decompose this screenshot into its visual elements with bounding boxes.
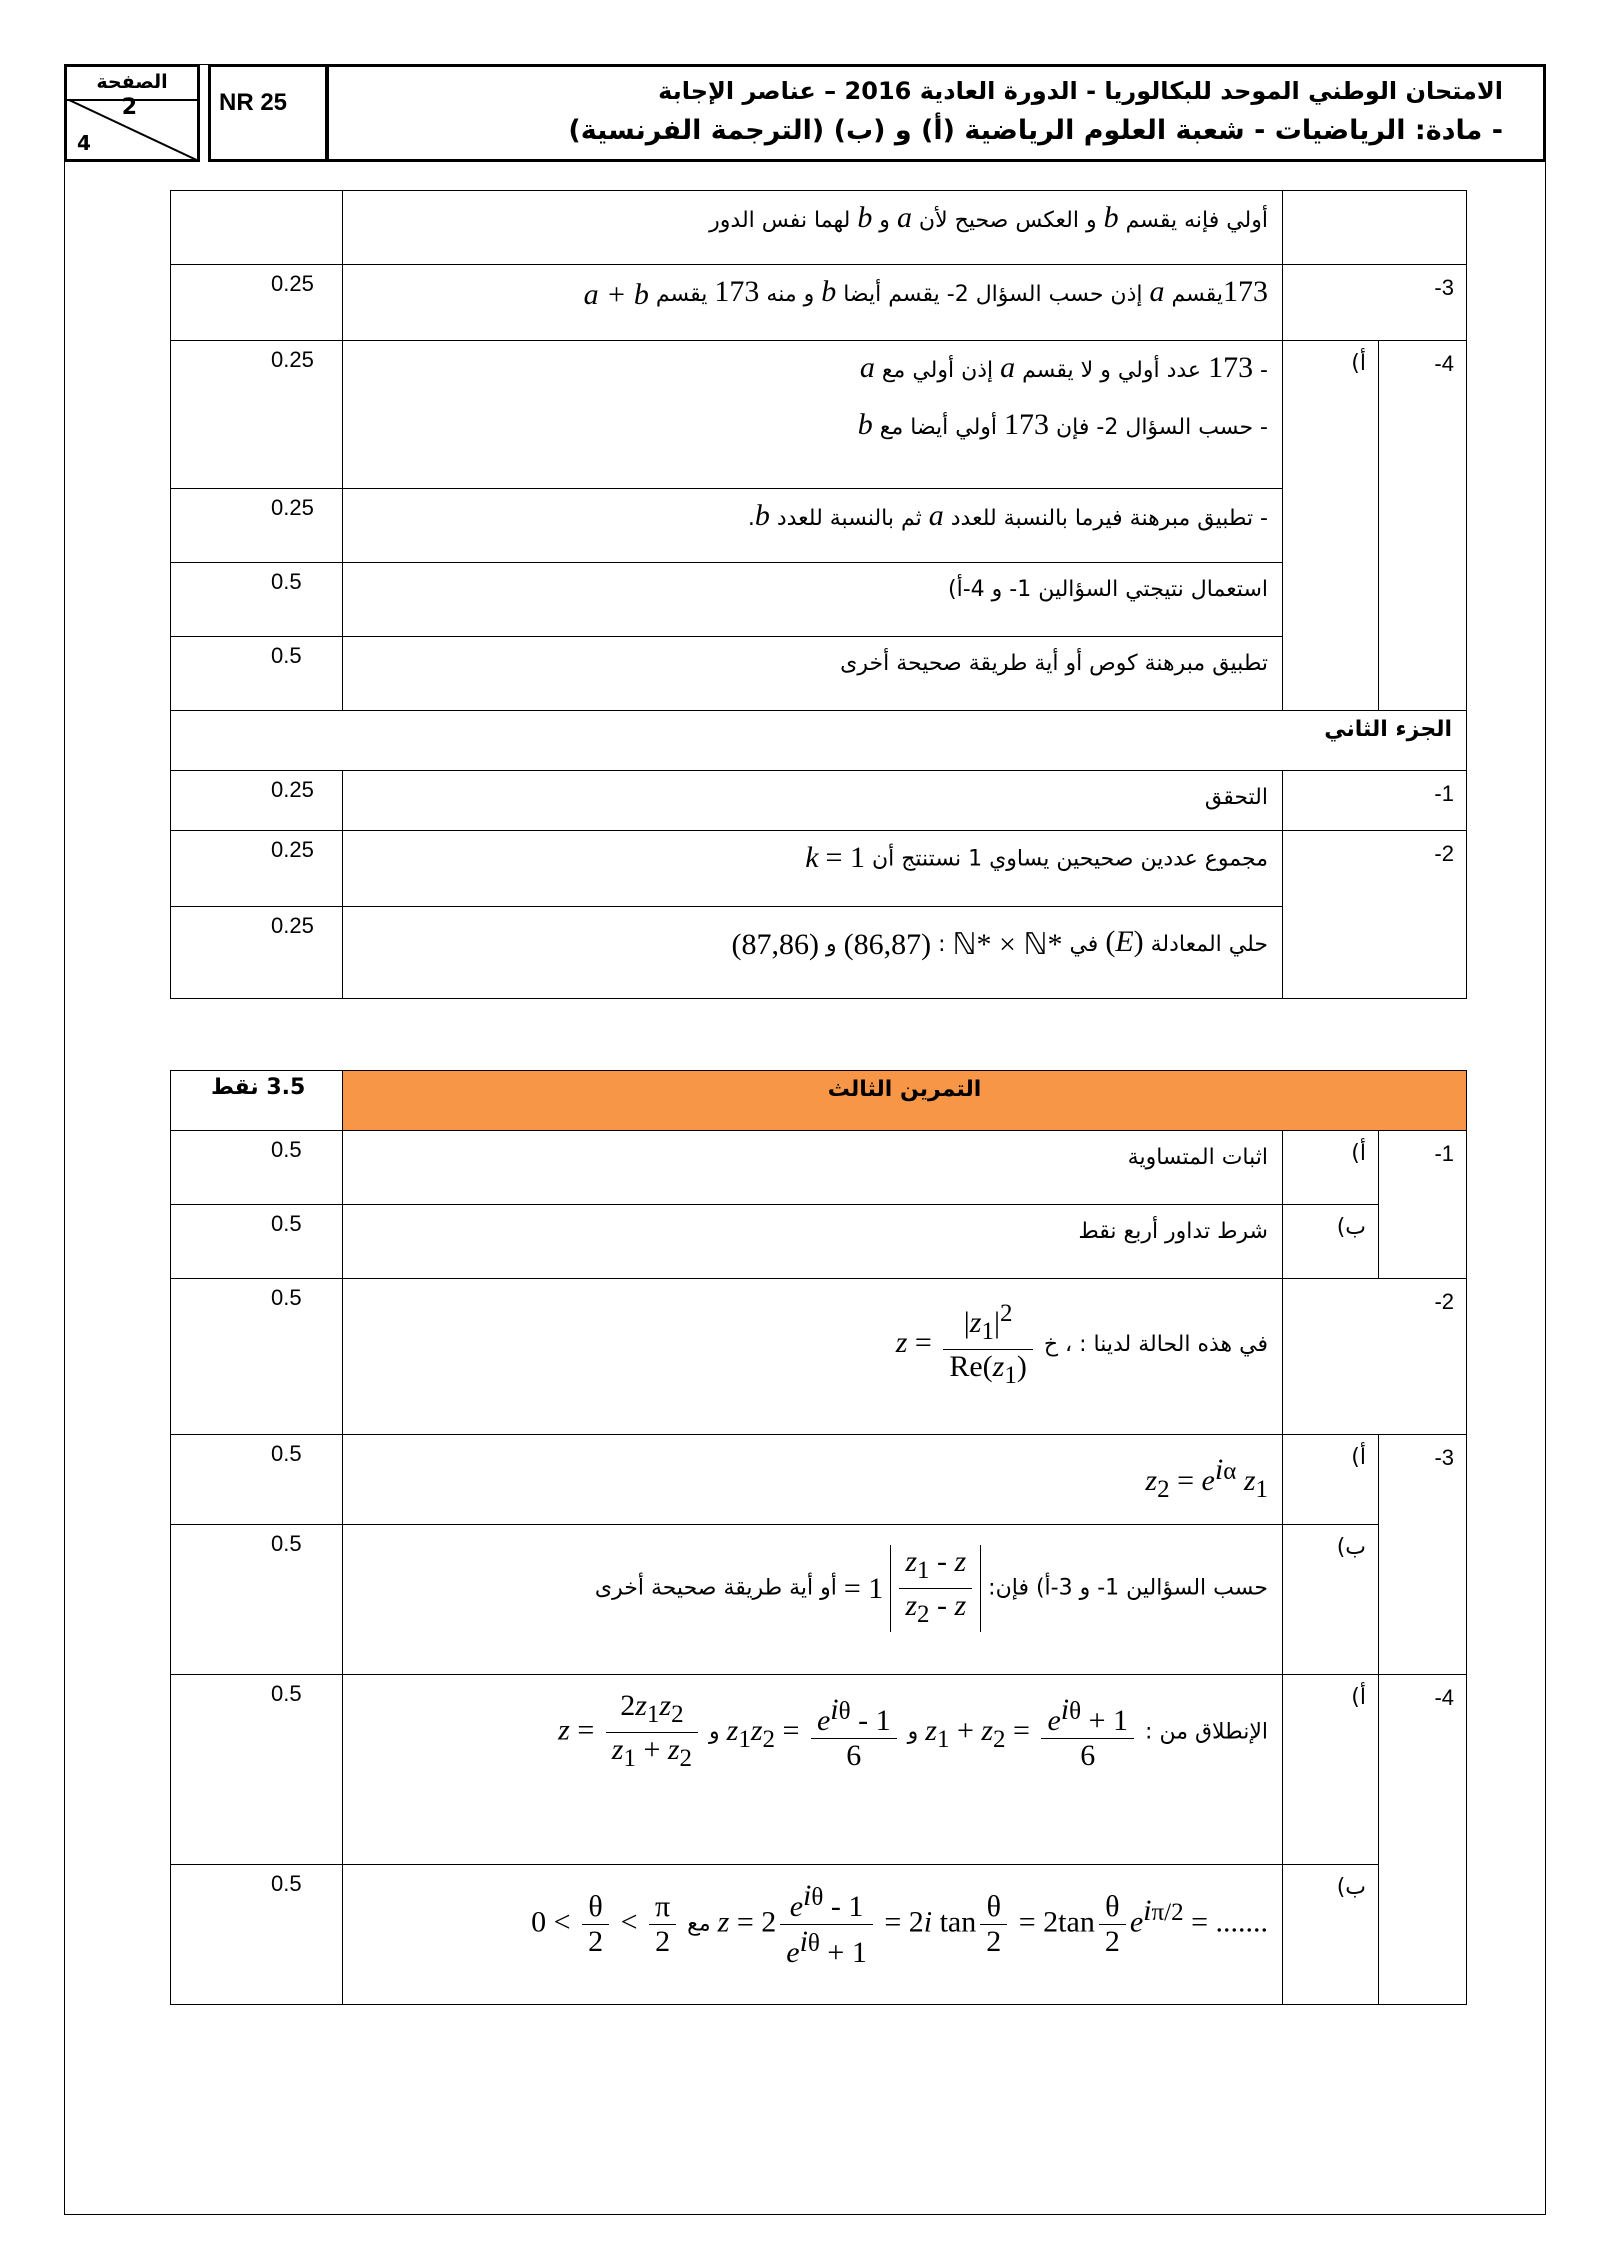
answer-text: z = 2 $\frac{e^{i\theta} - 1}{e^{i\theta} + 1}$ = 2i tan $\frac{\theta}{2}$ = 2tan $\frac{\theta}{2}$ $e^{i\pi/2}$ = ....... مع 0 < $\frac{\theta}{2}$ < $\frac{\pi}{2}$ bbox=[343, 1865, 1283, 2005]
answer-text: 173يقسم a إذن حسب السؤال 2- يقسم أيضا b و منه 173 يقسم a + b bbox=[343, 265, 1283, 341]
question-number: 3- bbox=[1283, 265, 1467, 341]
answer-text: شرط تداور أربع نقط bbox=[343, 1205, 1283, 1279]
table-row bbox=[171, 1865, 1467, 2005]
table-row bbox=[171, 831, 1467, 907]
table-row bbox=[171, 1071, 1467, 1131]
points-cell: 0.5 bbox=[171, 1205, 343, 1279]
question-number: 3- bbox=[1379, 1435, 1467, 1675]
points-cell: 0.5 bbox=[171, 1525, 343, 1675]
answer-text: $z_2 = e^{i\alpha}$ $z_1$ bbox=[343, 1435, 1283, 1525]
question-number: 4- bbox=[1379, 341, 1467, 711]
table-row bbox=[171, 1279, 1467, 1435]
points-cell: 0.5 bbox=[171, 1279, 343, 1435]
table-row bbox=[171, 265, 1467, 341]
answer-text: التحقق bbox=[343, 771, 1283, 831]
table-row bbox=[171, 637, 1467, 711]
answers-table-2 bbox=[170, 1070, 1467, 2005]
table-row bbox=[171, 711, 1467, 771]
title-line-2: - مادة: الرياضيات - شعبة العلوم الرياضية (أ) و (ب) (الترجمة الفرنسية) bbox=[568, 115, 1503, 146]
sub-question: ب) bbox=[1283, 1865, 1379, 2005]
sub-question: أ) bbox=[1283, 341, 1379, 711]
table-row bbox=[171, 341, 1467, 489]
sub-question: أ) bbox=[1283, 1131, 1379, 1205]
answer-text: - تطبيق مبرهنة فيرما بالنسبة للعدد a ثم بالنسبة للعدد b. bbox=[343, 489, 1283, 563]
points-cell: 0.25 bbox=[171, 341, 343, 489]
points-cell: 0.25 bbox=[171, 831, 343, 907]
table-row bbox=[171, 563, 1467, 637]
exam-title bbox=[326, 64, 1546, 162]
answer-text: حلي المعادلة (E) في ℕ* × ℕ* : (86,87) و (87,86) bbox=[343, 907, 1283, 999]
points-cell: 0.25 bbox=[171, 771, 343, 831]
exercise-title: التمرين الثالث bbox=[343, 1071, 1467, 1131]
title-line-1: الامتحان الوطني الموحد للبكالوريا - الدورة العادية 2016 – عناصر الإجابة bbox=[658, 77, 1503, 105]
question-number: 1- bbox=[1283, 771, 1467, 831]
question-cell bbox=[1283, 191, 1467, 265]
points-cell bbox=[171, 191, 343, 265]
table-row bbox=[171, 1131, 1467, 1205]
section-title: الجزء الثاني bbox=[171, 711, 1467, 771]
table-row bbox=[171, 191, 1467, 265]
question-number: 4- bbox=[1379, 1675, 1467, 2005]
points-cell: 0.5 bbox=[171, 637, 343, 711]
points-cell: 0.5 bbox=[171, 1675, 343, 1865]
page-number-box bbox=[64, 64, 200, 162]
answer-text: في هذه الحالة لدينا : ، خ z = $\frac{|z_1|^2}{Re(z_1)}$ bbox=[343, 1279, 1283, 1435]
table-row bbox=[171, 489, 1467, 563]
table-row bbox=[171, 1435, 1467, 1525]
points-cell: 0.5 bbox=[171, 1865, 343, 2005]
answer-text: اثبات المتساوية bbox=[343, 1131, 1283, 1205]
exam-code: NR 25 bbox=[208, 64, 328, 162]
sub-question: ب) bbox=[1283, 1205, 1379, 1279]
points-cell: 0.25 bbox=[171, 907, 343, 999]
answer-text: - 173 عدد أولي و لا يقسم a إذن أولي مع a - حسب السؤال 2- فإن 173 أولي أيضا مع b bbox=[343, 341, 1283, 489]
question-number: 2- bbox=[1283, 831, 1467, 999]
page-label: الصفحة bbox=[67, 69, 197, 101]
question-number: 1- bbox=[1379, 1131, 1467, 1279]
points-cell: 0.25 bbox=[171, 265, 343, 341]
table-row bbox=[171, 1525, 1467, 1675]
answer-text: الإنطلاق من : $z_1 + z_2$ = $\frac{e^{i\theta} + 1}{6}$ و $z_1z_2$ = $\frac{e^{i\theta} - 1}{6}$ و z = $\frac{2z_1z_2}{z_1 + z_2}$ bbox=[343, 1675, 1283, 1865]
answer-text: تطبيق مبرهنة كوص أو أية طريقة صحيحة أخرى bbox=[343, 637, 1283, 711]
page-current: 2 bbox=[121, 95, 137, 120]
answer-text: أولي فإنه يقسم b و العكس صحيح لأن a و b لهما نفس الدور bbox=[343, 191, 1283, 265]
answer-text: مجموع عددين صحيحين يساوي 1 نستنتج أن k = 1 bbox=[343, 831, 1283, 907]
points-cell: 0.5 bbox=[171, 1131, 343, 1205]
points-cell: 0.5 bbox=[171, 1435, 343, 1525]
points-cell: 0.5 bbox=[171, 563, 343, 637]
answer-text: استعمال نتيجتي السؤالين 1- و 4-أ) bbox=[343, 563, 1283, 637]
sub-question: أ) bbox=[1283, 1675, 1379, 1865]
answer-text: حسب السؤالين 1- و 3-أ) فإن: $\frac{z_1 - z}{z_2 - z}$ = 1 أو أية طريقة صحيحة أخرى bbox=[343, 1525, 1283, 1675]
table-row bbox=[171, 771, 1467, 831]
exercise-total: 3.5 نقط bbox=[171, 1071, 343, 1131]
table-row bbox=[171, 1675, 1467, 1865]
table-row bbox=[171, 907, 1467, 999]
answers-table-1 bbox=[170, 190, 1467, 999]
question-number: 2- bbox=[1283, 1279, 1467, 1435]
sub-question: ب) bbox=[1283, 1525, 1379, 1675]
page-total: 4 bbox=[77, 131, 91, 155]
table-row bbox=[171, 1205, 1467, 1279]
points-cell: 0.25 bbox=[171, 489, 343, 563]
sub-question: أ) bbox=[1283, 1435, 1379, 1525]
